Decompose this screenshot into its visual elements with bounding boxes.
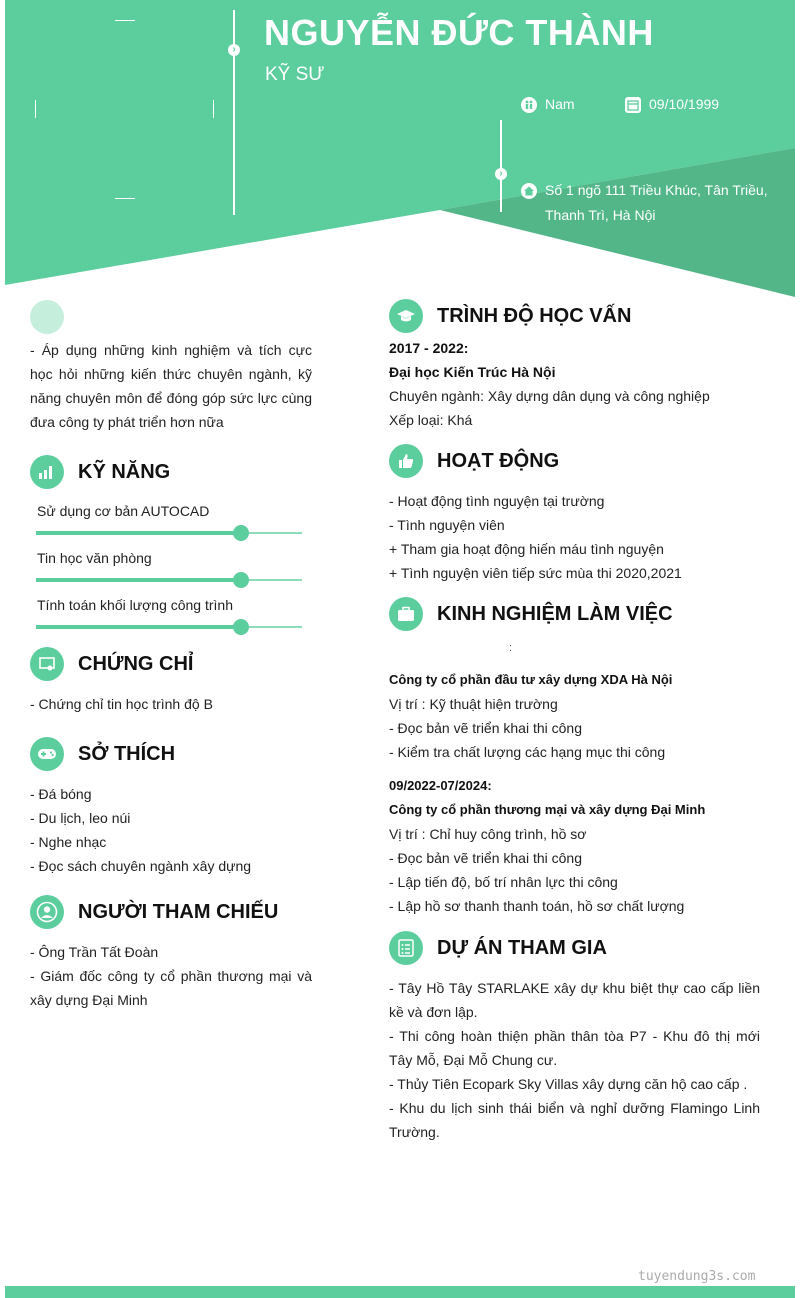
activities-title: HOẠT ĐỘNG — [437, 449, 560, 472]
education-major: Chuyên ngành: Xây dựng dân dụng và công nghiệp — [389, 388, 710, 404]
gender-info — [521, 96, 575, 117]
left-column — [30, 298, 312, 1012]
checklist-icon — [389, 931, 423, 965]
skill-knob — [233, 572, 249, 588]
reference-item: - Ông Trần Tất Đoàn — [30, 944, 159, 960]
references-title: NGƯỜI THAM CHIẾU — [78, 900, 279, 923]
projects-title: DỰ ÁN THAM GIA — [437, 936, 607, 959]
gamepad-icon — [30, 737, 64, 771]
hobby-item: - Du lịch, leo núi — [30, 810, 131, 826]
activity-item: - Hoạt động tình nguyện tại trường — [389, 493, 605, 509]
activities-section-title — [389, 443, 760, 479]
project-item: - Thi công hoàn thiện phần thân tòa P7 - Khu đô thị mới Tây Mỗ, Đại Mỗ Chung cư. — [389, 1028, 760, 1068]
skill-label: Tính toán khối lượng công trình — [37, 597, 233, 613]
job-period: : — [509, 642, 513, 654]
certificates-section-title — [30, 646, 312, 682]
job-line: - Kiểm tra chất lượng các hạng mục thi công — [389, 744, 666, 760]
skill-fill — [36, 578, 241, 582]
education-title: TRÌNH ĐỘ HỌC VẤN — [437, 304, 632, 327]
dob-value: 09/10/1999 — [649, 96, 720, 112]
person-icon — [30, 895, 64, 929]
job-period: 09/2022-07/2024: — [389, 778, 492, 793]
certificates-list — [30, 692, 312, 716]
references-section-title — [30, 894, 312, 930]
home-icon — [521, 183, 537, 199]
education-grade: Xếp loại: Khá — [389, 412, 473, 428]
header-divider-line — [233, 10, 235, 215]
activity-item: - Tình nguyện viên — [389, 517, 505, 533]
photo-frame-mark — [35, 100, 36, 118]
project-item: - Khu du lịch sinh thái biển và nghỉ dưỡng Flamingo Linh Trường. — [389, 1100, 760, 1140]
calendar-icon — [625, 97, 641, 113]
chevron-right-icon: › — [228, 44, 240, 56]
activity-item: + Tham gia hoạt động hiến máu tình nguyện — [389, 541, 664, 557]
job-line: Vị trí : Kỹ thuật hiện trường — [389, 696, 558, 712]
activities-list — [389, 489, 760, 585]
skill-fill — [36, 625, 241, 629]
hobbies-list — [30, 782, 312, 878]
photo-frame-mark — [115, 198, 135, 199]
right-column — [389, 298, 760, 1144]
bar-chart-icon — [30, 455, 64, 489]
job-line: Vị trí : Chỉ huy công trình, hồ sơ — [389, 826, 587, 842]
skill-track — [36, 579, 302, 581]
experience-title: KINH NGHIỆM LÀM VIỆC — [437, 602, 673, 625]
footer-bar — [5, 1286, 795, 1298]
briefcase-icon — [389, 597, 423, 631]
header-divider-line — [500, 120, 502, 212]
thumbs-up-icon — [389, 444, 423, 478]
skills-title: KỸ NĂNG — [78, 460, 171, 483]
target-icon — [30, 300, 64, 334]
skill-item — [30, 502, 312, 549]
experience-section-title — [389, 596, 760, 632]
education-section-title — [389, 298, 760, 334]
dob-info — [625, 96, 719, 117]
candidate-title: KỸ SƯ — [265, 64, 325, 85]
job-line: - Đọc bản vẽ triển khai thi công — [389, 850, 582, 866]
project-item: - Thủy Tiên Ecopark Sky Villas xây dựng căn hộ cao cấp . — [389, 1076, 748, 1092]
skill-track — [36, 626, 302, 628]
projects-section-title — [389, 930, 760, 966]
skills-section-title — [30, 454, 312, 490]
experience-job — [389, 636, 760, 764]
hobby-item: - Nghe nhạc — [30, 834, 107, 850]
address-line-1: Số 1 ngõ 111 Triều Khúc, Tân Triều, — [545, 182, 768, 198]
reference-item: - Giám đốc công ty cổ phần thương mại và xây dựng Đại Minh — [30, 968, 312, 1008]
education-body — [389, 336, 760, 432]
skill-item — [30, 596, 312, 643]
skill-label: Sử dụng cơ bản AUTOCAD — [37, 503, 210, 519]
project-item: - Tây Hồ Tây STARLAKE xây dự khu biệt thự cao cấp liền kề và đơn lập. — [389, 980, 760, 1020]
address-line-2: Thanh Trì, Hà Nội — [545, 207, 656, 223]
skill-track — [36, 532, 302, 534]
activity-item: + Tình nguyện viên tiếp sức mùa thi 2020,2021 — [389, 565, 682, 581]
job-company: Công ty cổ phần thương mại và xây dựng Đại Minh — [389, 802, 706, 817]
skill-knob — [233, 619, 249, 635]
projects-list — [389, 976, 760, 1144]
job-company: Công ty cổ phần đầu tư xây dựng XDA Hà Nội — [389, 672, 673, 687]
photo-frame-mark — [115, 20, 135, 21]
skill-knob — [233, 525, 249, 541]
education-period: 2017 - 2022: — [389, 340, 469, 356]
certificate-icon — [30, 647, 64, 681]
references-list — [30, 940, 312, 1012]
hobbies-section-title — [30, 736, 312, 772]
watermark: tuyendung3s.com — [638, 1269, 756, 1284]
objective-text: - Áp dụng những kinh nghiệm và tích cực học hỏi những kiến thức chuyên ngành, kỹ năng chuyên môn để đóng góp sức lực cùng đưa công ty phát triển hơn nữa — [30, 342, 312, 430]
skill-item — [30, 549, 312, 596]
graduation-cap-icon — [389, 299, 423, 333]
job-line: - Đọc bản vẽ triển khai thi công — [389, 720, 582, 736]
job-line: - Lập hồ sơ thanh thanh toán, hồ sơ chất lượng — [389, 898, 685, 914]
objective-section-title — [30, 298, 312, 336]
certificate-item: - Chứng chỉ tin học trình độ B — [30, 696, 213, 712]
job-line: - Lập tiến độ, bố trí nhân lực thi công — [389, 874, 618, 890]
gender-value: Nam — [545, 96, 575, 112]
experience-job — [389, 774, 760, 918]
certificates-title: CHỨNG CHỈ — [78, 652, 194, 675]
candidate-name: NGUYỄN ĐỨC THÀNH — [264, 12, 654, 53]
photo-frame-mark — [213, 100, 214, 118]
hobby-item: - Đọc sách chuyên ngành xây dựng — [30, 858, 252, 874]
education-school: Đại học Kiến Trúc Hà Nội — [389, 364, 556, 380]
skills-list — [30, 502, 312, 643]
address-info — [521, 182, 768, 228]
gender-icon — [521, 97, 537, 113]
hobbies-title: SỞ THÍCH — [78, 742, 176, 765]
hobby-item: - Đá bóng — [30, 786, 92, 802]
chevron-right-icon: › — [495, 168, 507, 180]
skill-label: Tin học văn phòng — [37, 550, 152, 566]
skill-fill — [36, 531, 241, 535]
